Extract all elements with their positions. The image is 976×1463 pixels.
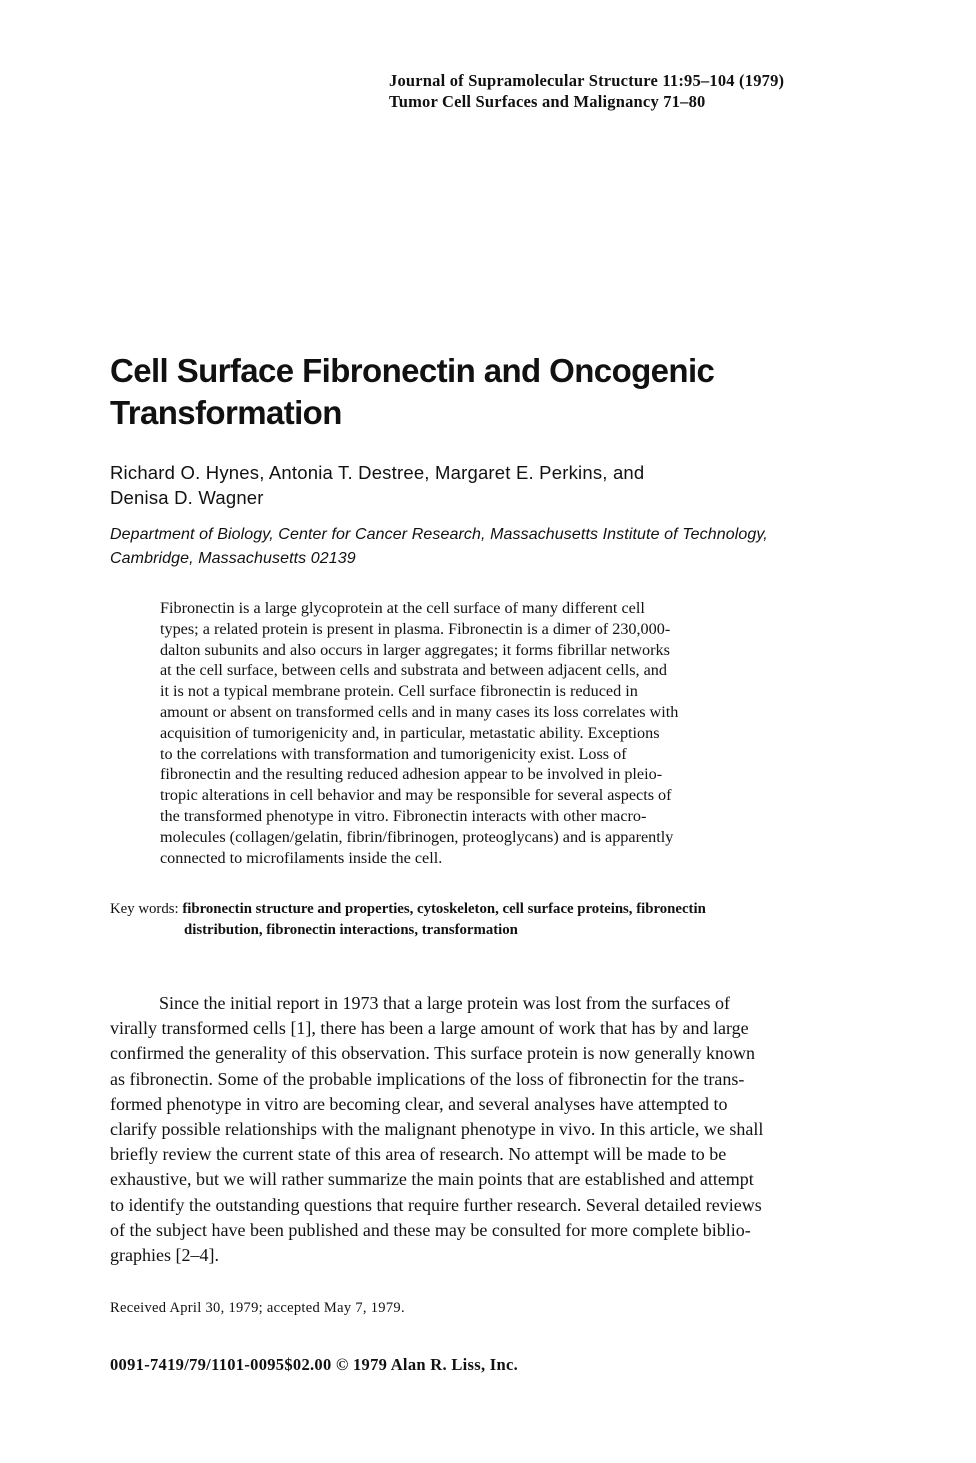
article-title — [110, 350, 910, 434]
affiliation — [110, 523, 900, 571]
abstract — [160, 598, 840, 868]
abstract-line: it is not a typical membrane protein. Cell surface fibronectin is reduced in — [160, 682, 638, 701]
title-line-2: Transformation — [110, 394, 342, 431]
journal-series: Tumor Cell Surfaces and Malignancy 71–80 — [389, 92, 706, 111]
abstract-line: connected to microfilaments inside the cell. — [160, 848, 443, 867]
body-line: of the subject have been published and these may be consulted for more complete biblio- — [110, 1219, 751, 1240]
received-date: Received April 30, 1979; accepted May 7, 1979. — [110, 1300, 405, 1316]
author-list — [110, 460, 870, 510]
abstract-line: tropic alterations in cell behavior and may be responsible for several aspects of — [160, 786, 672, 805]
body-line: as fibronectin. Some of the probable implications of the loss of fibronectin for the trans- — [110, 1068, 745, 1089]
abstract-line: amount or absent on transformed cells and in many cases its loss correlates with — [160, 702, 679, 721]
abstract-line: the transformed phenotype in vitro. Fibronectin interacts with other macro- — [160, 806, 647, 825]
body-line: to identify the outstanding questions that require further research. Several detailed reviews — [110, 1194, 762, 1215]
body-line: clarify possible relationships with the malignant phenotype in vivo. In this article, we shall — [110, 1119, 764, 1140]
body-paragraph — [110, 991, 870, 1268]
affiliation-line-2: Cambridge, Massachusetts 02139 — [110, 550, 356, 567]
abstract-line: to the correlations with transformation and tumorigenicity exist. Loss of — [160, 744, 627, 763]
copyright-line: 0091-7419/79/1101-0095$02.00 © 1979 Alan R. Liss, Inc. — [110, 1355, 519, 1374]
abstract-line: acquisition of tumorigenicity and, in particular, metastatic ability. Exceptions — [160, 723, 660, 742]
abstract-line: dalton subunits and also occurs in larger aggregates; it forms fibrillar networks — [160, 640, 670, 659]
abstract-line: types; a related protein is present in plasma. Fibronectin is a dimer of 230,000- — [160, 619, 671, 638]
keywords-label: Key words: — [110, 901, 179, 917]
abstract-line: Fibronectin is a large glycoprotein at the cell surface of many different cell — [160, 599, 645, 617]
affiliation-line-1: Department of Biology, Center for Cancer Research, Massachusetts Institute of Technology, — [110, 526, 768, 543]
keywords-line-2: distribution, fibronectin interactions, transformation — [184, 922, 518, 938]
title-line-1: Cell Surface Fibronectin and Oncogenic — [110, 352, 715, 389]
body-line: graphies [2–4]. — [110, 1245, 219, 1266]
keywords-line-1: fibronectin structure and properties, cytoskeleton, cell surface proteins, fibronectin — [182, 901, 706, 917]
body-line: confirmed the generality of this observation. This surface protein is now generally known — [110, 1043, 755, 1064]
journal-header — [389, 70, 784, 112]
keywords — [110, 899, 850, 941]
body-line: formed phenotype in vitro are becoming clear, and several analyses have attempted to — [110, 1093, 728, 1114]
body-line: virally transformed cells [1], there has been a large amount of work that has by and large — [110, 1018, 749, 1039]
body-line: briefly review the current state of this area of research. No attempt will be made to be — [110, 1144, 727, 1165]
abstract-line: fibronectin and the resulting reduced adhesion appear to be involved in pleio- — [160, 765, 663, 784]
authors-line-1: Richard O. Hynes, Antonia T. Destree, Margaret E. Perkins, and — [110, 462, 645, 483]
body-line: Since the initial report in 1973 that a large protein was lost from the surfaces of — [159, 993, 731, 1013]
abstract-line: at the cell surface, between cells and substrata and between adjacent cells, and — [160, 661, 667, 680]
body-line: exhaustive, but we will rather summarize the main points that are established and attempt — [110, 1169, 754, 1190]
authors-line-2: Denisa D. Wagner — [110, 487, 264, 508]
journal-citation: Journal of Supramolecular Structure 11:95–104 (1979) — [389, 71, 785, 90]
abstract-line: molecules (collagen/gelatin, fibrin/fibrinogen, proteoglycans) and is apparently — [160, 827, 674, 846]
